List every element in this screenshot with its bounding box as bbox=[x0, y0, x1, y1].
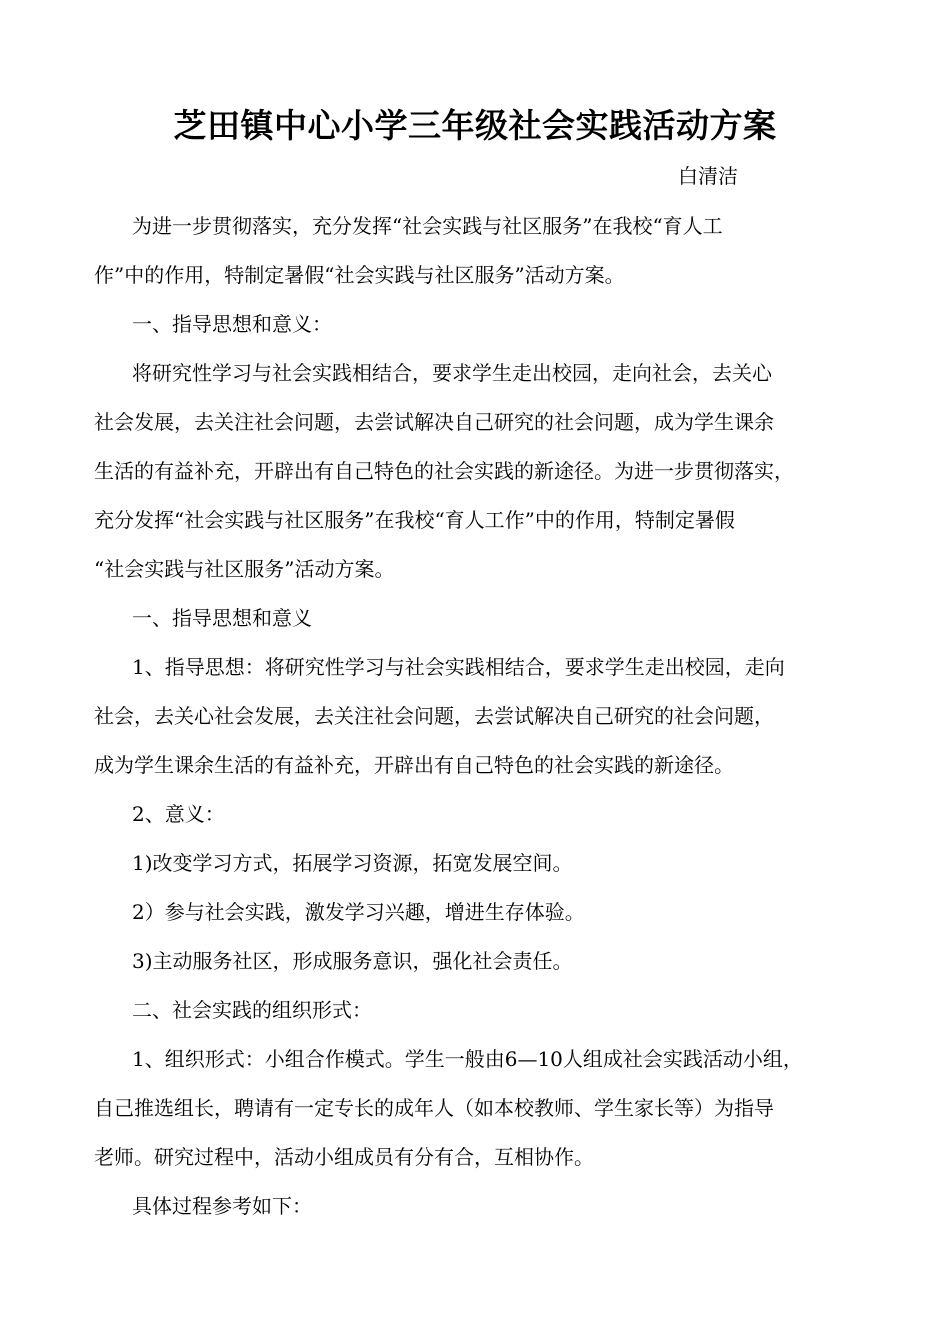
list-item: 3)主动服务社区，形成服务意识，强化社会责任。 bbox=[132, 949, 573, 973]
paragraph-line: 社会，去关心社会发展，去关注社会问题，去尝试解决自己研究的社会问题， bbox=[94, 704, 774, 728]
list-item: 1)改变学习方式，拓展学习资源，拓宽发展空间。 bbox=[132, 851, 573, 875]
paragraph-line: 自己推选组长，聘请有一定专长的成年人（如本校教师、学生家长等）为指导 bbox=[94, 1096, 774, 1120]
paragraph-line: 1、指导思想：将研究性学习与社会实践相结合，要求学生走出校园，走向 bbox=[132, 655, 785, 679]
document-author: 白清洁 bbox=[678, 164, 738, 188]
paragraph-line: 成为学生课余生活的有益补充，开辟出有自己特色的社会实践的新途径。 bbox=[94, 753, 734, 777]
section-heading: 一、指导思想和意义： bbox=[132, 312, 332, 336]
document-body bbox=[94, 212, 864, 1241]
paragraph-line: 生活的有益补充，开辟出有自己特色的社会实践的新途径。为进一步贯彻落实， bbox=[94, 459, 794, 483]
subsection-heading: 2、意义： bbox=[132, 802, 225, 826]
paragraph-line: “社会实践与社区服务”活动方案。 bbox=[94, 557, 395, 581]
paragraph-line: 具体过程参考如下： bbox=[132, 1194, 312, 1218]
paragraph-line: 将研究性学习与社会实践相结合，要求学生走出校园，走向社会，去关心 bbox=[132, 361, 772, 385]
paragraph-line: 为进一步贯彻落实，充分发挥“社会实践与社区服务”在我校“育人工 bbox=[132, 214, 723, 238]
paragraph-line: 作”中的作用，特制定暑假“社会实践与社区服务”活动方案。 bbox=[94, 263, 625, 287]
list-item: 2）参与社会实践，激发学习兴趣，增进生存体验。 bbox=[132, 900, 585, 924]
paragraph-line: 老师。研究过程中，活动小组成员有分有合，互相协作。 bbox=[94, 1145, 594, 1169]
section-heading: 二、社会实践的组织形式： bbox=[132, 998, 372, 1022]
paragraph-line: 充分发挥“社会实践与社区服务”在我校“育人工作”中的作用，特制定暑假 bbox=[94, 508, 735, 532]
section-heading: 一、指导思想和意义 bbox=[132, 606, 312, 630]
paragraph-line: 社会发展，去关注社会问题，去尝试解决自己研究的社会问题，成为学生课余 bbox=[94, 410, 774, 434]
paragraph-line: 1、组织形式：小组合作模式。学生一般由6—10人组成社会实践活动小组， bbox=[132, 1047, 803, 1071]
document-title: 芝田镇中心小学三年级社会实践活动方案 bbox=[173, 106, 777, 145]
